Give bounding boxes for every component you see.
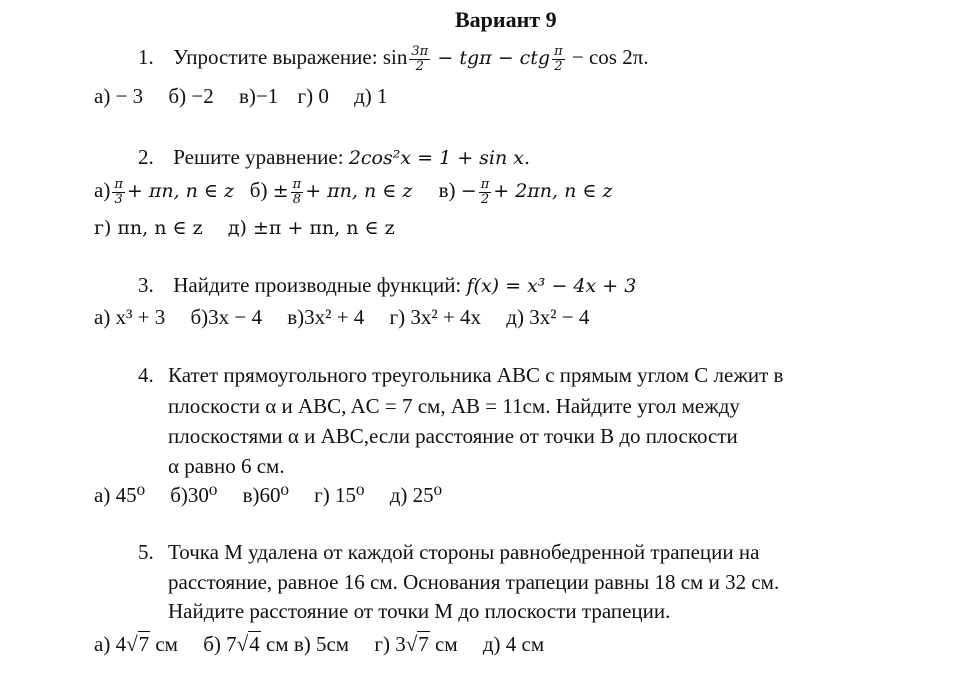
answer-option[interactable]: г) 3√7 см [374,632,458,656]
answer-option[interactable]: б)3x − 4 [190,305,262,329]
question-1-expr-mid: − tgπ − ctg [437,47,551,69]
answer-option[interactable]: б) −2 [168,84,214,108]
answer-option[interactable]: б) 7√4 см [203,632,289,656]
question-3 [138,271,636,300]
answer-option[interactable]: в)−1 [238,84,279,108]
question-1-number: 1. [138,45,154,69]
answer-option[interactable]: в)3x² + 4 [287,305,365,329]
question-2-number: 2. [138,145,154,169]
question-5-line-3: Найдите расстояние от точки M до плоскости трапеции. [168,599,671,623]
fraction-3pi-2: $\frac{3\pi}{2}$ [411,43,429,74]
answer-option[interactable]: г) πn, n ∈ z [94,217,203,239]
answer-option[interactable]: д) ±π + πn, n ∈ z [227,217,395,239]
question-2-expr: 2cos²x = 1 + sin x. [348,147,531,169]
question-4-options [94,481,462,509]
question-3-options [94,303,609,331]
question-2 [138,143,530,172]
question-2-options-row-1 [94,176,612,207]
answer-option[interactable]: г) 0 [297,84,329,108]
question-5-line-2: расстояние, равное 16 см. Основания трапеции равны 18 см и 32 см. [168,570,780,594]
answer-option[interactable]: в) 5см [293,632,350,656]
answer-option[interactable]: г) 15⁰ [314,483,365,507]
question-4-line-4: α равно 6 см. [168,454,285,478]
question-1-expr-end: − cos 2π. [571,45,649,69]
question-1 [138,43,649,74]
answer-option[interactable]: а) 45⁰ [94,483,145,507]
question-4-line-3: плоскостями α и ABC,если расстояние от точки B до плоскости [168,424,738,448]
answer-option[interactable]: д) 4 см [482,632,545,656]
question-3-prompt: Найдите производные функций: [173,273,462,297]
question-1-sin: sin [382,45,408,69]
answer-option[interactable]: а) − 3 [94,84,144,108]
answer-option[interactable]: б)30⁰ [170,483,218,507]
answer-option[interactable]: а) x³ + 3 [94,305,166,329]
question-5-options [94,630,564,658]
answer-option[interactable]: д) 1 [354,84,388,108]
question-1-prompt: Упростите выражение: [173,45,378,69]
answer-option[interactable]: д) 25⁰ [389,483,443,507]
answer-option[interactable]: а) 4√7 см [94,632,178,656]
answer-option[interactable]: б) ± $\frac{\pi}{8}$ + πn, n ∈ z [249,176,413,207]
answer-option[interactable]: а) $\frac{\pi}{3}$ + πn, n ∈ z [94,176,235,207]
question-2-prompt: Решите уравнение: [173,145,344,169]
answer-option[interactable]: в)60⁰ [242,483,289,507]
question-4-line-1: 4. Катет прямоугольного треугольника ABC с прямым углом C лежит в [138,363,784,387]
answer-option[interactable]: в) − $\frac{\pi}{2}$ + 2πn, n ∈ z [438,176,613,207]
question-3-number: 3. [138,273,154,297]
question-4-number: 4. [138,363,154,387]
question-5-number: 5. [138,540,154,564]
question-1-options [94,82,408,110]
question-4-line-2: плоскости α и ABC, AC = 7 см, AB = 11см. Найдите угол между [168,394,740,418]
question-3-expr: f(x) = x³ − 4x + 3 [466,275,637,297]
fraction-pi-2: $\frac{\pi}{2}$ [554,43,563,74]
question-2-options-row-2 [94,213,415,242]
answer-option[interactable]: г) 3x² + 4x [389,305,482,329]
answer-option[interactable]: д) 3x² − 4 [506,305,590,329]
question-5-line-1: 5. Точка M удалена от каждой стороны равнобедренной трапеции на [138,540,760,564]
page-title: Вариант 9 [455,7,557,32]
